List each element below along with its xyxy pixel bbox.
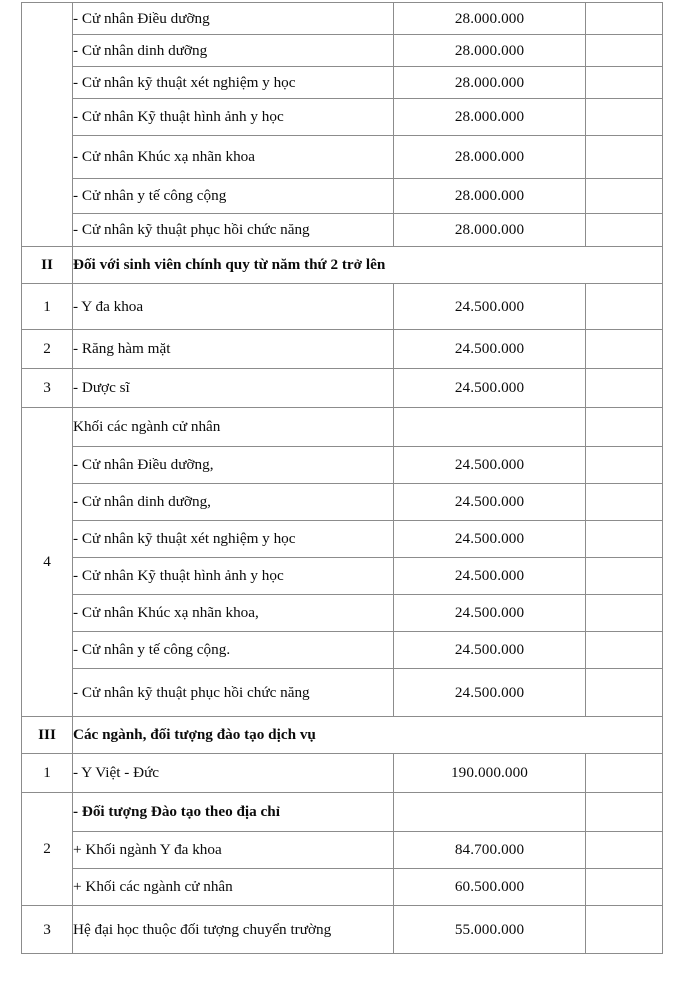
row-note-cell [586,521,663,558]
row-note-cell [586,408,663,447]
row-note-cell [586,179,663,214]
row-label-cell: - Cử nhân kỹ thuật phục hồi chức năng [73,669,394,717]
row-note-cell [586,214,663,247]
row-index-cell: 3 [22,369,73,408]
table-row [22,484,663,521]
table-row [22,99,663,136]
row-label-cell: - Cử nhân Kỹ thuật hình ảnh y học [73,558,394,595]
table-row [22,408,663,447]
table-row [22,632,663,669]
row-index-cell: 4 [22,408,73,717]
row-index-cell [22,3,73,247]
row-label-cell: - Y Việt - Đức [73,754,394,793]
table-body [22,3,663,954]
table-row [22,35,663,67]
row-label-cell: Các ngành, đối tượng đào tạo dịch vụ [73,717,663,754]
table-row [22,136,663,179]
row-index-cell: II [22,247,73,284]
row-note-cell [586,558,663,595]
row-note-cell [586,793,663,832]
row-note-cell [586,3,663,35]
table-row [22,717,663,754]
row-amount-cell: 60.500.000 [394,869,586,906]
row-note-cell [586,832,663,869]
row-note-cell [586,99,663,136]
row-index-cell: III [22,717,73,754]
table-row [22,832,663,869]
row-label-cell: - Cử nhân Kỹ thuật hình ảnh y học [73,99,394,136]
table-row [22,669,663,717]
row-index-cell: 1 [22,284,73,330]
row-note-cell [586,136,663,179]
row-note-cell [586,447,663,484]
row-index-cell: 2 [22,793,73,906]
row-label-cell: - Cử nhân kỹ thuật xét nghiệm y học [73,67,394,99]
row-label-cell: - Y đa khoa [73,284,394,330]
table-row [22,521,663,558]
row-label-cell: - Dược sĩ [73,369,394,408]
row-amount-cell: 24.500.000 [394,369,586,408]
row-label-cell: - Cử nhân y tế công cộng. [73,632,394,669]
table-row [22,67,663,99]
table-row [22,284,663,330]
row-amount-cell: 28.000.000 [394,3,586,35]
row-index-cell: 2 [22,330,73,369]
table-row [22,247,663,284]
fee-schedule-table [21,2,663,954]
row-label-cell: - Cử nhân dinh dưỡng [73,35,394,67]
row-amount-cell: 28.000.000 [394,214,586,247]
row-label-cell: - Cử nhân dinh dưỡng, [73,484,394,521]
table-row [22,906,663,954]
row-note-cell [586,284,663,330]
row-amount-cell: 28.000.000 [394,179,586,214]
table-row [22,754,663,793]
row-note-cell [586,484,663,521]
row-label-cell: - Cử nhân kỹ thuật phục hồi chức năng [73,214,394,247]
row-amount-cell: 28.000.000 [394,99,586,136]
row-amount-cell [394,408,586,447]
row-amount-cell: 24.500.000 [394,284,586,330]
row-note-cell [586,869,663,906]
row-amount-cell: 24.500.000 [394,595,586,632]
row-note-cell [586,754,663,793]
table-row [22,179,663,214]
row-amount-cell: 24.500.000 [394,447,586,484]
row-amount-cell: 24.500.000 [394,669,586,717]
row-amount-cell: 24.500.000 [394,632,586,669]
row-label-cell: - Cử nhân Khúc xạ nhãn khoa [73,136,394,179]
table-row [22,369,663,408]
row-label-cell: - Răng hàm mặt [73,330,394,369]
table-row [22,3,663,35]
row-label-cell: Hệ đại học thuộc đối tượng chuyển trường [73,906,394,954]
table-row [22,793,663,832]
row-note-cell [586,67,663,99]
row-index-cell: 3 [22,906,73,954]
row-label-cell: - Cử nhân Khúc xạ nhãn khoa, [73,595,394,632]
row-note-cell [586,906,663,954]
row-amount-cell: 28.000.000 [394,67,586,99]
row-label-cell: - Cử nhân kỹ thuật xét nghiệm y học [73,521,394,558]
row-amount-cell: 28.000.000 [394,136,586,179]
row-note-cell [586,632,663,669]
row-note-cell [586,369,663,408]
row-amount-cell: 28.000.000 [394,35,586,67]
row-label-cell: + Khối ngành Y đa khoa [73,832,394,869]
table-row [22,330,663,369]
row-note-cell [586,595,663,632]
row-index-cell: 1 [22,754,73,793]
row-amount-cell: 24.500.000 [394,330,586,369]
row-amount-cell: 24.500.000 [394,521,586,558]
row-label-cell: Đối với sinh viên chính quy từ năm thứ 2 trở lên [73,247,663,284]
row-amount-cell: 24.500.000 [394,484,586,521]
row-label-cell: - Cử nhân Điều dưỡng [73,3,394,35]
row-label-cell: - Đối tượng Đào tạo theo địa chỉ [73,793,394,832]
row-amount-cell: 55.000.000 [394,906,586,954]
table-row [22,558,663,595]
row-amount-cell: 24.500.000 [394,558,586,595]
row-amount-cell: 84.700.000 [394,832,586,869]
row-label-cell: - Cử nhân Điều dưỡng, [73,447,394,484]
row-label-cell: Khối các ngành cử nhân [73,408,394,447]
table-row [22,214,663,247]
row-note-cell [586,330,663,369]
row-amount-cell: 190.000.000 [394,754,586,793]
row-note-cell [586,669,663,717]
table-row [22,869,663,906]
row-label-cell: - Cử nhân y tế công cộng [73,179,394,214]
row-amount-cell [394,793,586,832]
table-row [22,447,663,484]
table-row [22,595,663,632]
row-label-cell: + Khối các ngành cử nhân [73,869,394,906]
row-note-cell [586,35,663,67]
